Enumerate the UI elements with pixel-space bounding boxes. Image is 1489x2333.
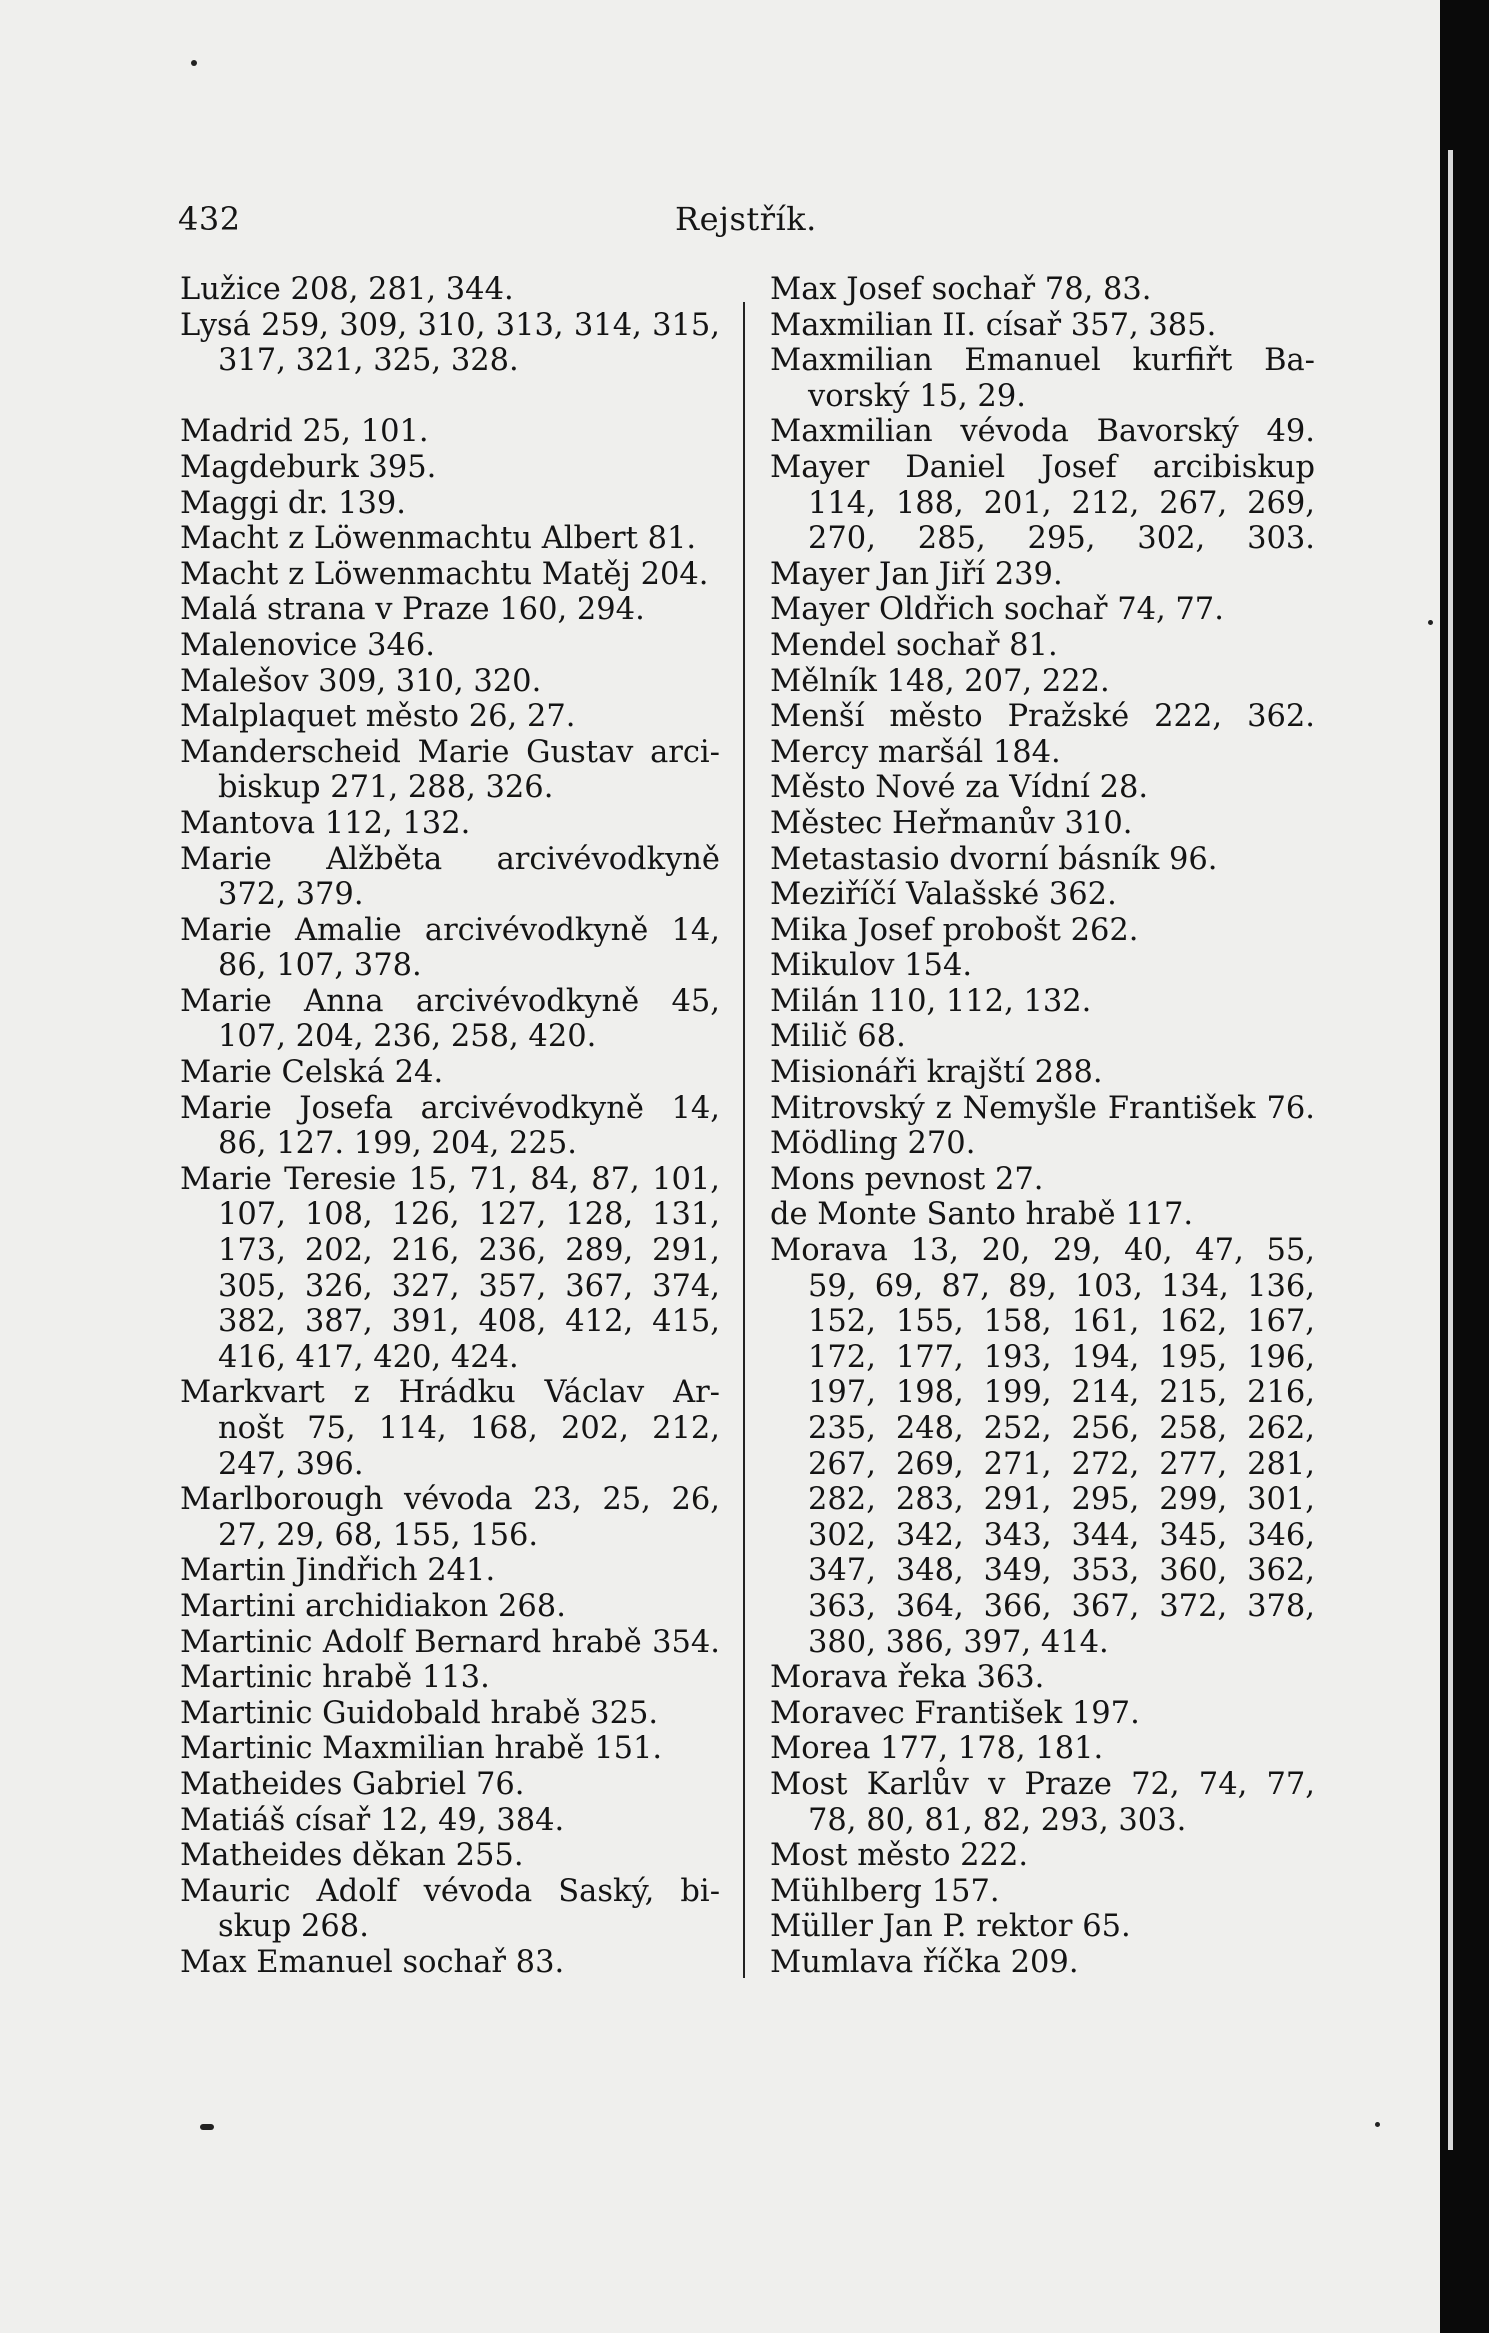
scan-page-edge-line: [1448, 150, 1453, 2150]
index-entry-line: Milič 68.: [770, 1019, 906, 1055]
speck: [1375, 2122, 1380, 2127]
index-entry-line: Mayer Jan Jiří 239.: [770, 556, 1063, 592]
speck: [1428, 620, 1433, 625]
index-entry-line: biskup 271, 288, 326.: [218, 770, 554, 806]
index-entry-line: 235, 248, 252, 256, 258, 262,: [808, 1411, 1315, 1446]
index-entry-line: Max Josef sochař 78, 83.: [770, 272, 1152, 307]
index-entry-line: Maxmilian II. císař 357, 385.: [770, 307, 1217, 343]
column-divider-lower: [743, 1138, 745, 1978]
index-entry-line: Menší město Pražské 222, 362.: [770, 699, 1315, 735]
index-entry-line: Matheides děkan 255.: [180, 1838, 524, 1874]
index-entry-line: Mödling 270.: [770, 1126, 976, 1162]
index-entry-line: 363, 364, 366, 367, 372, 378,: [808, 1588, 1315, 1624]
index-entry-line: 270, 285, 295, 302, 303.: [808, 521, 1315, 557]
index-entry-line: Lužice 208, 281, 344.: [180, 272, 514, 307]
index-entry-line: Most Karlův v Praze 72, 74, 77,: [770, 1766, 1315, 1802]
index-entry-line: Morea 177, 178, 181.: [770, 1731, 1104, 1767]
index-entry-line: Madrid 25, 101.: [180, 414, 429, 450]
index-entry-line: Morava 13, 20, 29, 40, 47, 55,: [770, 1233, 1315, 1269]
column-divider-upper: [743, 302, 745, 1142]
index-entry-line: Martinic Adolf Bernard hrabě 354.: [180, 1624, 720, 1660]
running-title: Rejstřík.: [675, 200, 817, 238]
index-entry-line: 107, 204, 236, 258, 420.: [218, 1019, 597, 1055]
index-entry-line: 107, 108, 126, 127, 128, 131,: [218, 1197, 720, 1233]
index-entry-line: Most město 222.: [770, 1838, 1029, 1874]
index-entry-line: Macht z Löwenmachtu Albert 81.: [180, 521, 697, 557]
index-entry-line: 282, 283, 291, 295, 299, 301,: [808, 1482, 1315, 1518]
speck: [191, 60, 197, 66]
index-entry-line: 173, 202, 216, 236, 289, 291,: [218, 1233, 720, 1269]
index-entry-line: 59, 69, 87, 89, 103, 134, 136,: [808, 1268, 1315, 1304]
index-entry-line: 27, 29, 68, 155, 156.: [218, 1517, 539, 1553]
index-entry-line: Magdeburk 395.: [180, 449, 437, 485]
index-entry-line: Malá strana v Praze 160, 294.: [180, 592, 645, 628]
index-entry-line: Mumlava říčka 209.: [770, 1944, 1079, 1980]
index-entry-line: Metastasio dvorní básník 96.: [770, 841, 1218, 877]
index-entry-line: Macht z Löwenmachtu Matěj 204.: [180, 556, 709, 592]
index-entry-line: Mayer Daniel Josef arcibiskup: [770, 449, 1315, 485]
index-entry-line: Morava řeka 363.: [770, 1660, 1045, 1696]
index-entry-line: 305, 326, 327, 357, 367, 374,: [218, 1268, 720, 1304]
index-entry-line: 152, 155, 158, 161, 162, 167,: [808, 1304, 1315, 1340]
index-entry-line: Markvart z Hrádku Václav Ar-: [180, 1375, 720, 1411]
index-entry-line: Maxmilian Emanuel kurfiřt Ba-: [770, 343, 1315, 379]
index-entry-line: 114, 188, 201, 212, 267, 269,: [808, 485, 1315, 521]
index-entry-line: 302, 342, 343, 344, 345, 346,: [808, 1517, 1315, 1553]
index-entry-line: 247, 396.: [218, 1446, 364, 1482]
index-entry-line: Mika Josef probošt 262.: [770, 912, 1139, 948]
index-entry-line: Martinic Maxmilian hrabě 151.: [180, 1731, 663, 1767]
index-entry-line: 317, 321, 325, 328.: [218, 343, 519, 379]
index-entry-line: Misionáři krajští 288.: [770, 1055, 1103, 1091]
index-entry-line: Maggi dr. 139.: [180, 485, 406, 521]
index-entry-line: Marie Celská 24.: [180, 1055, 444, 1091]
index-entry-line: Mantova 112, 132.: [180, 805, 471, 841]
index-entry-line: 267, 269, 271, 272, 277, 281,: [808, 1446, 1315, 1482]
index-entry-line: Městec Heřmanův 310.: [770, 805, 1133, 841]
index-entry-line: Mikulov 154.: [770, 948, 973, 984]
speck: [200, 2124, 214, 2130]
index-entry-line: Matheides Gabriel 76.: [180, 1766, 525, 1802]
index-entry-line: Matiáš císař 12, 49, 384.: [180, 1802, 565, 1838]
index-entry-line: 78, 80, 81, 82, 293, 303.: [808, 1802, 1187, 1838]
index-entry-line: 416, 417, 420, 424.: [218, 1339, 519, 1375]
index-entry-line: Moravec František 197.: [770, 1695, 1140, 1731]
page-number: 432: [178, 200, 241, 238]
index-entry-line: Marie Amalie arcivévodkyně 14,: [180, 912, 720, 948]
index-entry-line: [180, 379, 720, 415]
index-entry-line: Müller Jan P. rektor 65.: [770, 1909, 1131, 1945]
index-entry-line: Mitrovský z Nemyšle František 76.: [770, 1090, 1315, 1126]
index-entry-line: 372, 379.: [218, 877, 364, 913]
index-entry-line: Mauric Adolf vévoda Saský, bi-: [180, 1873, 720, 1909]
right-index-column: [770, 272, 1315, 1981]
index-entry-line: Martini archidiakon 268.: [180, 1588, 566, 1624]
index-entry-line: Marie Alžběta arcivévodkyně: [180, 841, 720, 877]
index-entry-line: Lysá 259, 309, 310, 313, 314, 315,: [180, 307, 720, 343]
index-entry-line: Mayer Oldřich sochař 74, 77.: [770, 592, 1224, 628]
index-entry-line: Max Emanuel sochař 83.: [180, 1944, 565, 1980]
index-entry-line: 172, 177, 193, 194, 195, 196,: [808, 1339, 1315, 1375]
index-entry-line: Mělník 148, 207, 222.: [770, 663, 1110, 699]
index-entry-line: vorský 15, 29.: [808, 378, 1026, 414]
index-entry-line: Malplaquet město 26, 27.: [180, 699, 576, 735]
index-entry-line: Malešov 309, 310, 320.: [180, 663, 542, 699]
index-entry-line: Meziříčí Valašské 362.: [770, 877, 1117, 913]
index-entry-line: Mons pevnost 27.: [770, 1161, 1044, 1197]
index-entry-line: de Monte Santo hrabě 117.: [770, 1197, 1194, 1233]
index-entry-line: nošt 75, 114, 168, 202, 212,: [218, 1411, 720, 1446]
index-entry-line: Mendel sochař 81.: [770, 627, 1058, 663]
index-entry-line: Martin Jindřich 241.: [180, 1553, 496, 1589]
index-entry-line: Marie Anna arcivévodkyně 45,: [180, 983, 720, 1019]
index-entry-line: skup 268.: [218, 1909, 369, 1945]
index-entry-line: 347, 348, 349, 353, 360, 362,: [808, 1553, 1315, 1589]
index-entry-line: 380, 386, 397, 414.: [808, 1624, 1109, 1660]
index-entry-line: Maxmilian vévoda Bavorský 49.: [770, 414, 1315, 450]
index-entry-line: Marlborough vévoda 23, 25, 26,: [180, 1482, 720, 1518]
index-entry-line: Manderscheid Marie Gustav arci-: [180, 734, 720, 770]
index-entry-line: 86, 127. 199, 204, 225.: [218, 1126, 577, 1162]
index-entry-line: Marie Josefa arcivévodkyně 14,: [180, 1090, 720, 1126]
index-entry-line: Marie Teresie 15, 71, 84, 87, 101,: [180, 1161, 720, 1197]
index-entry-line: 86, 107, 378.: [218, 948, 422, 984]
index-entry-line: 197, 198, 199, 214, 215, 216,: [808, 1375, 1315, 1411]
index-entry-line: Malenovice 346.: [180, 627, 435, 663]
index-entry-line: Mercy maršál 184.: [770, 734, 1061, 770]
index-entry-line: Město Nové za Vídní 28.: [770, 770, 1149, 806]
index-entry-line: Martinic hrabě 113.: [180, 1660, 490, 1696]
left-index-column: [180, 272, 720, 1981]
index-entry-line: Martinic Guidobald hrabě 325.: [180, 1695, 659, 1731]
index-entry-line: Milán 110, 112, 132.: [770, 983, 1092, 1019]
index-entry-line: Mühlberg 157.: [770, 1873, 1000, 1909]
index-entry-line: 382, 387, 391, 408, 412, 415,: [218, 1304, 720, 1340]
